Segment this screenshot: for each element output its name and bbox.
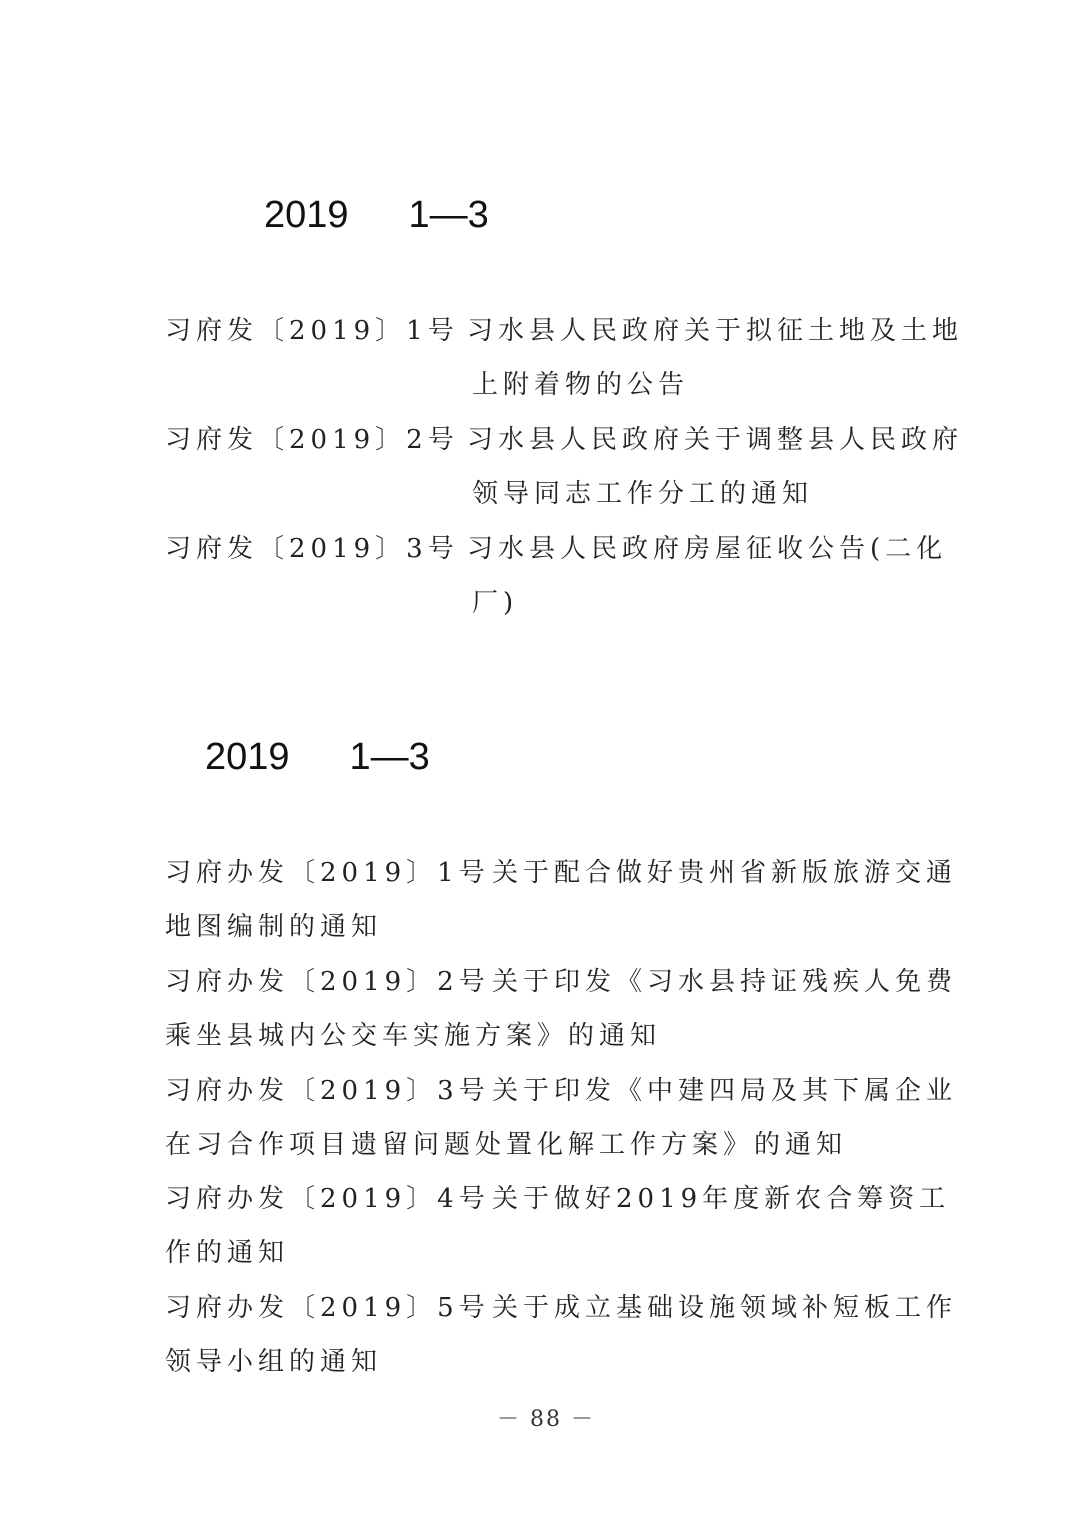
section2-entry-2-title-line1: 关于印发《习水县持证残疾人免费 [492, 967, 958, 997]
section1-heading-year: 2019 [264, 194, 349, 236]
section2-entry-1-title-line2: 地图编制的通知 [165, 912, 383, 942]
section2-entry-2-doc-no: 习府办发〔2019〕2号 [165, 967, 490, 997]
section2-entry-5-title-line1: 关于成立基础设施领域补短板工作 [492, 1293, 958, 1323]
section2-entry-4-title-line1: 关于做好2019年度新农合筹资工 [492, 1184, 951, 1214]
section1-entry-2-title-line1: 习水县人民政府关于调整县人民政府 [467, 425, 964, 455]
section2-entry-4-title-line2: 作的通知 [165, 1238, 290, 1268]
section2-heading-year: 2019 [205, 736, 290, 778]
section1-entry-1-title-line2: 上附着物的公告 [472, 370, 690, 400]
section2-entry-5-doc-no: 习府办发〔2019〕5号 [165, 1293, 490, 1323]
section1-entry-3-doc-no: 习府发〔2019〕3号 [165, 534, 459, 564]
section1-entry-3-title-line1: 习水县人民政府房屋征收公告(二化 [467, 534, 948, 564]
section1-entry-1-doc-no: 习府发〔2019〕1号 [165, 316, 459, 346]
section2-entry-2-title-line2: 乘坐县城内公交车实施方案》的通知 [165, 1021, 662, 1051]
section2-entry-5-title-line2: 领导小组的通知 [165, 1347, 383, 1377]
section2-entry-3-title-line2: 在习合作项目遗留问题处置化解工作方案》的通知 [165, 1130, 848, 1160]
section1-entry-3-title-line2: 厂) [472, 588, 519, 618]
section1-heading-range: 1—3 [408, 194, 489, 236]
section2-entry-1-doc-no: 习府办发〔2019〕1号 [165, 858, 490, 888]
section2-entry-1-title-line1: 关于配合做好贵州省新版旅游交通 [492, 858, 958, 888]
section1-entry-2-doc-no: 习府发〔2019〕2号 [165, 425, 459, 455]
section1-entry-2-title-line2: 领导同志工作分工的通知 [472, 479, 814, 509]
section2-entry-3-doc-no: 习府办发〔2019〕3号 [165, 1076, 490, 1106]
section1-entry-1-title-line1: 习水县人民政府关于拟征土地及土地 [467, 316, 964, 346]
section2-heading [205, 736, 430, 779]
page-number: － 88 － [497, 1407, 595, 1432]
section2-heading-range: 1—3 [349, 736, 430, 778]
section2-entry-4-doc-no: 习府办发〔2019〕4号 [165, 1184, 490, 1214]
section2-entry-3-title-line1: 关于印发《中建四局及其下属企业 [492, 1076, 958, 1106]
section1-heading [264, 194, 489, 237]
